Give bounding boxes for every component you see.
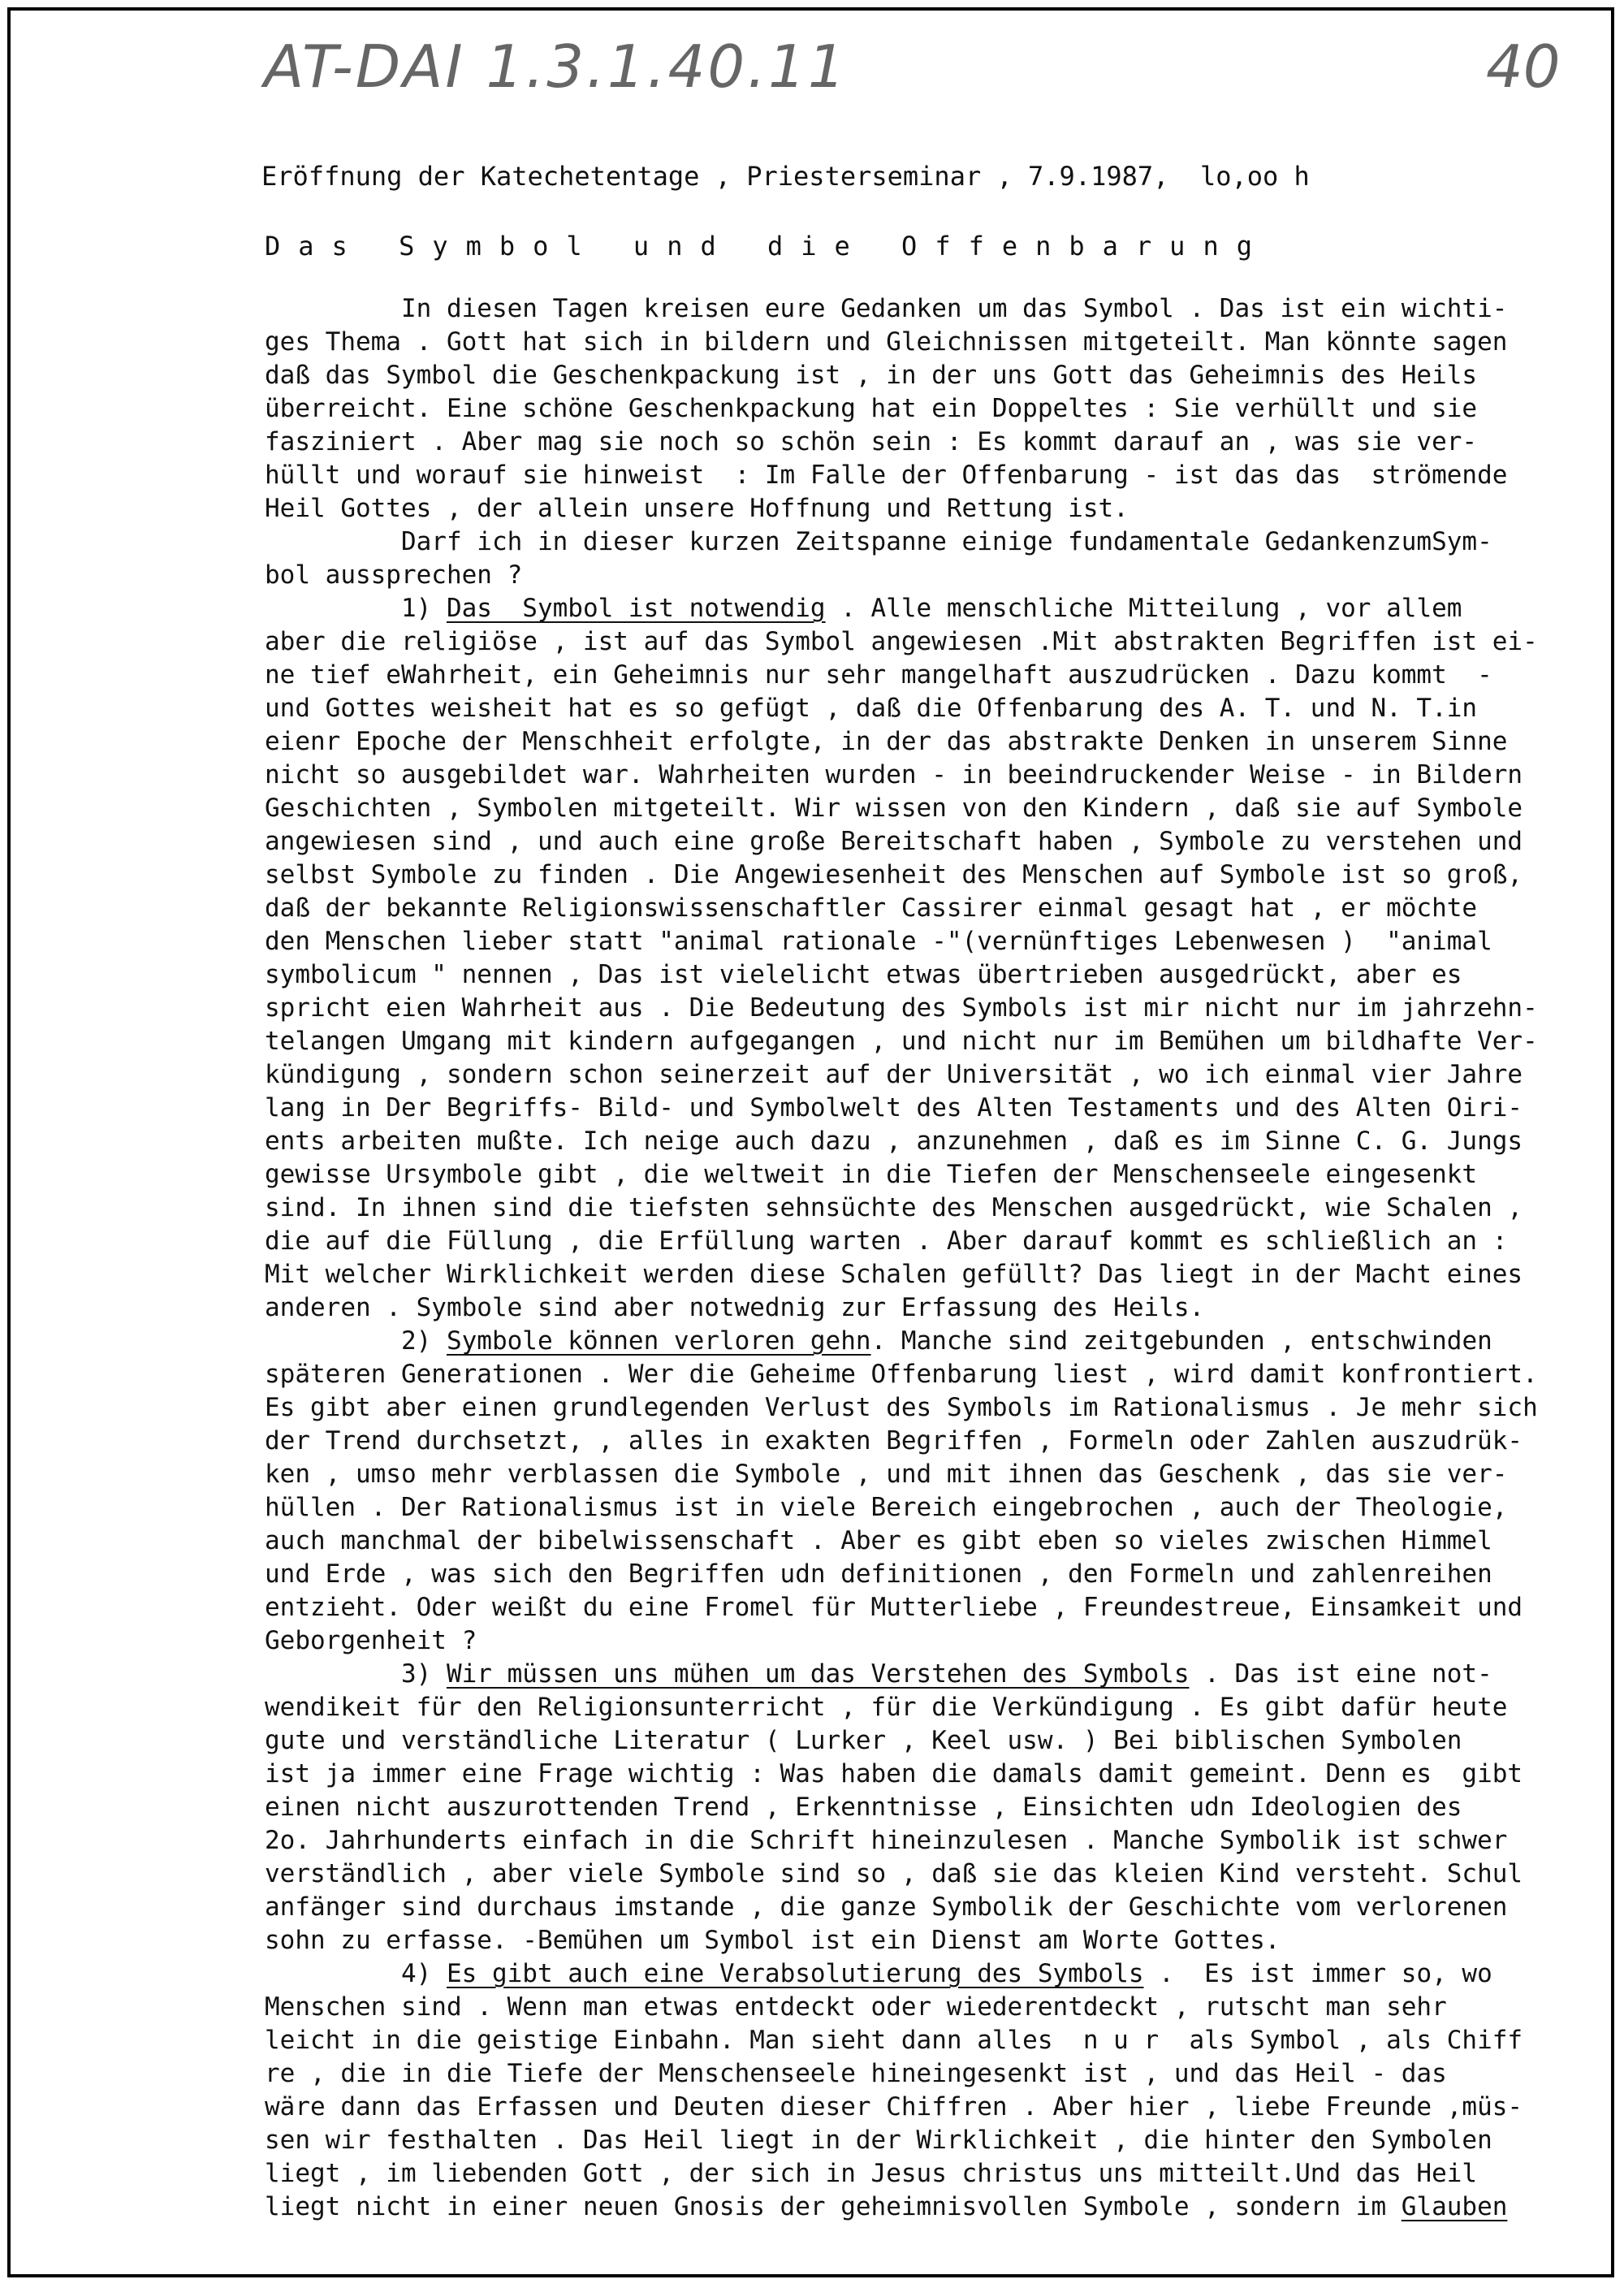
text-line: den Menschen lieber statt "animal rationale -"(vernünftiges Lebenwesen ) "animal	[265, 927, 1492, 956]
text-line: Mit welcher Wirklichkeit werden diese Schalen gefüllt? Das liegt in der Macht eines	[265, 1260, 1523, 1289]
underlined-heading: Wir müssen uns mühen um das Verstehen des Symbols	[446, 1659, 1190, 1689]
underlined-heading: Es gibt auch eine Verabsolutierung des Symbols	[446, 1959, 1144, 1988]
text-line: Es gibt aber einen grundlegenden Verlust des Symbols im Rationalismus . Je mehr sich	[265, 1393, 1538, 1422]
text-line: 2o. Jahrhunderts einfach in die Schrift hineinzulesen . Manche Symbolik ist schwer	[265, 1826, 1508, 1855]
text-line: daß der bekannte Religionswissenschaftler Cassirer einmal gesagt hat , er möchte	[265, 893, 1478, 923]
text-line: sind. In ihnen sind die tiefsten sehnsüchte des Menschen ausgedrückt, wie Schalen ,	[265, 1193, 1523, 1222]
text-line: Geschichten , Symbolen mitgeteilt. Wir wissen von den Kindern , daß sie auf Symbole	[265, 794, 1523, 823]
text-line: wäre dann das Erfassen und Deuten dieser Chiffren . Aber hier , liebe Freunde ,müs-	[265, 2092, 1523, 2121]
text-line: selbst Symbole zu finden . Die Angewiesenheit des Menschen auf Symbole ist so groß,	[265, 860, 1523, 889]
text-line: hüllen . Der Rationalismus ist in viele Bereich eingebrochen , auch der Theologie,	[265, 1493, 1508, 1522]
text-line: wendikeit für den Religionsunterricht , für die Verkündigung . Es gibt dafür heute	[265, 1693, 1508, 1722]
text-line: sen wir festhalten . Das Heil liegt in der Wirklichkeit , die hinter den Symbolen	[265, 2126, 1492, 2155]
text-line: aber die religiöse , ist auf das Symbol angewiesen .Mit abstrakten Begriffen ist ei-	[265, 627, 1538, 656]
body-text	[265, 292, 1613, 2224]
text-line: verständlich , aber viele Symbole sind so , daß sie das kleien Kind versteht. Schul	[265, 1859, 1523, 1888]
text-line: gute und verständliche Literatur ( Lurker , Keel usw. ) Bei biblischen Symbolen	[265, 1726, 1462, 1755]
text-line: ne tief eWahrheit, ein Geheimnis nur sehr mangelhaft auszudrücken . Dazu kommt -	[265, 660, 1492, 690]
text-line: angewiesen sind , und auch eine große Bereitschaft haben , Symbole zu verstehen und	[265, 827, 1523, 856]
text-line: 2) Symbole können verloren gehn. Manche sind zeitgebunden , entschwinden	[265, 1326, 1492, 1356]
text-line: kündigung , sondern schon seinerzeit auf der Universität , wo ich einmal vier Jahre	[265, 1060, 1523, 1089]
text-line: die auf die Füllung , die Erfüllung warten . Aber darauf kommt es schließlich an :	[265, 1226, 1508, 1256]
text-line: Geborgenheit ?	[265, 1626, 477, 1655]
text-line: In diesen Tagen kreisen eure Gedanken um das Symbol . Das ist ein wichti-	[265, 294, 1508, 323]
text-line: liegt nicht in einer neuen Gnosis der geheimnisvollen Symbole , sondern im Glauben	[265, 2192, 1508, 2221]
text-line: entzieht. Oder weißt du eine Fromel für Mutterliebe , Freundestreue, Einsamkeit und	[265, 1593, 1523, 1622]
text-line: ken , umso mehr verblassen die Symbole , und mit ihnen das Geschenk , das sie ver-	[265, 1460, 1508, 1489]
text-line: Darf ich in dieser kurzen Zeitspanne einige fundamentale GedankenzumSym-	[265, 527, 1492, 556]
text-line: 3) Wir müssen uns mühen um das Verstehen des Symbols . Das ist eine not-	[265, 1659, 1492, 1689]
text-line: hüllt und worauf sie hinweist : Im Falle der Offenbarung - ist das das strömende	[265, 461, 1508, 490]
text-line: eienr Epoche der Menschheit erfolgte, in der das abstrakte Denken in unserem Sinne	[265, 727, 1508, 756]
text-line: spricht eien Wahrheit aus . Die Bedeutung des Symbols ist mir nicht nur im jahrzehn-	[265, 993, 1538, 1023]
text-line: bol aussprechen ?	[265, 560, 523, 590]
text-line: der Trend durchsetzt, , alles in exakten Begriffen , Formeln oder Zahlen auszudrük-	[265, 1426, 1523, 1455]
text-line: ges Thema . Gott hat sich in bildern und Gleichnissen mitgeteilt. Man könnte sagen	[265, 327, 1508, 357]
underlined-heading: Symbole können verloren gehn	[446, 1326, 871, 1356]
text-line: telangen Umgang mit kindern aufgegangen , und nicht nur im Bemühen um bildhafte Ver-	[265, 1027, 1538, 1056]
underlined-heading: Glauben	[1401, 2192, 1508, 2221]
text-line: lang in Der Begriffs- Bild- und Symbolwelt des Alten Testaments und des Alten Oiri-	[265, 1093, 1523, 1122]
text-line: einen nicht auszurottenden Trend , Erkenntnisse , Einsichten udn Ideologien des	[265, 1793, 1462, 1822]
text-line: sohn zu erfasse. -Bemühen um Symbol ist ein Dienst am Worte Gottes.	[265, 1926, 1281, 1955]
page-number-handwritten: 40	[1486, 32, 1561, 101]
text-line: fasziniert . Aber mag sie noch so schön sein : Es kommt darauf an , was sie ver-	[265, 427, 1478, 456]
text-line: anfänger sind durchaus imstande , die ganze Symbolik der Geschichte vom verlorenen	[265, 1892, 1508, 1922]
text-line: Heil Gottes , der allein unsere Hoffnung und Rettung ist.	[265, 494, 1129, 523]
text-line: überreicht. Eine schöne Geschenkpackung hat ein Doppeltes : Sie verhüllt und sie	[265, 394, 1478, 423]
text-line: re , die in die Tiefe der Menschenseele hineingesenkt ist , und das Heil - das	[265, 2059, 1447, 2088]
text-line: auch manchmal der bibelwissenschaft . Aber es gibt eben so vieles zwischen Himmel	[265, 1526, 1492, 1555]
text-line: späteren Generationen . Wer die Geheime Offenbarung liest , wird damit konfrontiert.	[265, 1360, 1538, 1389]
text-line: ist ja immer eine Frage wichtig : Was haben die damals damit gemeint. Denn es gibt	[265, 1759, 1523, 1788]
text-line: anderen . Symbole sind aber notwednig zur Erfassung des Heils.	[265, 1293, 1205, 1322]
text-line: ents arbeiten mußte. Ich neige auch dazu , anzunehmen , daß es im Sinne C. G. Jungs	[265, 1127, 1523, 1156]
text-line: nicht so ausgebildet war. Wahrheiten wurden - in beeindruckender Weise - in Bildern	[265, 760, 1523, 789]
text-line: und Gottes weisheit hat es so gefügt , daß die Offenbarung des A. T. und N. T.in	[265, 694, 1478, 723]
text-line: symbolicum " nennen , Das ist vielelicht etwas übertrieben ausgedrückt, aber es	[265, 960, 1462, 989]
text-line: 4) Es gibt auch eine Verabsolutierung des Symbols . Es ist immer so, wo	[265, 1959, 1492, 1988]
text-line: 1) Das Symbol ist notwendig . Alle menschliche Mitteilung , vor allem	[265, 594, 1462, 623]
text-line: liegt , im liebenden Gott , der sich in Jesus christus uns mitteilt.Und das Heil	[265, 2159, 1478, 2188]
archive-reference-handwritten: AT-DAI 1.3.1.40.11	[264, 32, 848, 101]
document-title: Das Symbol und die Offenbarung	[265, 231, 1270, 262]
document-header: Eröffnung der Katechetentage , Priesterseminar , 7.9.1987, lo,oo h	[261, 161, 1310, 192]
text-line: leicht in die geistige Einbahn. Man sieht dann alles n u r als Symbol , als Chiff	[265, 2026, 1523, 2055]
text-line: daß das Symbol die Geschenkpackung ist , in der uns Gott das Geheimnis des Heils	[265, 361, 1478, 390]
text-line: Menschen sind . Wenn man etwas entdeckt oder wiederentdeckt , rutscht man sehr	[265, 1992, 1447, 2022]
text-line: und Erde , was sich den Begriffen udn definitionen , den Formeln und zahlenreihen	[265, 1559, 1492, 1589]
text-line: gewisse Ursymbole gibt , die weltweit in die Tiefen der Menschenseele eingesenkt	[265, 1160, 1478, 1189]
underlined-heading: Das Symbol ist notwendig	[446, 594, 826, 623]
